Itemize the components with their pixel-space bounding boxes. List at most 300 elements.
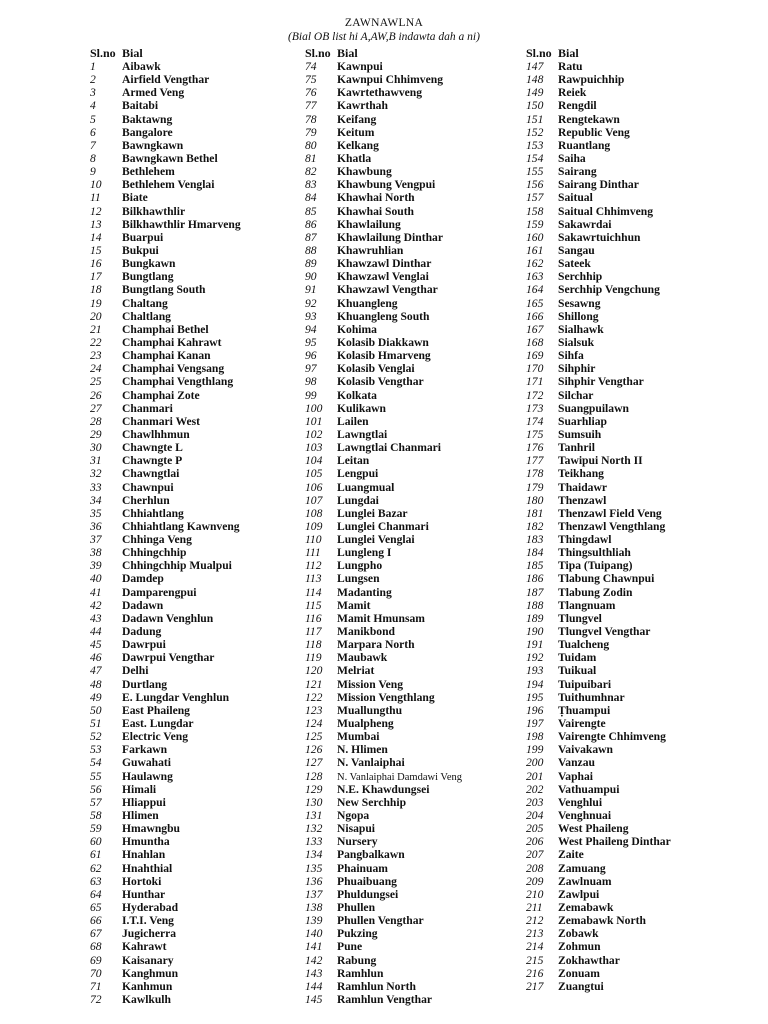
list-item xyxy=(305,546,535,559)
list-item xyxy=(526,664,756,677)
serial-number: 25 xyxy=(90,375,102,389)
list-item xyxy=(90,862,320,875)
location-name: Dawrpui xyxy=(122,638,166,652)
list-item xyxy=(526,835,756,848)
serial-number: 129 xyxy=(305,782,323,796)
list-item xyxy=(305,743,535,756)
serial-number: 217 xyxy=(526,979,544,993)
location-name: Marpara North xyxy=(337,638,415,652)
list-item xyxy=(90,927,320,940)
location-name: Kulikawn xyxy=(337,401,386,415)
list-item xyxy=(90,875,320,888)
location-name: Zonuam xyxy=(558,966,600,980)
list-item xyxy=(90,310,320,323)
location-name: Lungpho xyxy=(337,559,383,573)
serial-number: 145 xyxy=(305,992,323,1006)
list-item xyxy=(526,875,756,888)
location-name: I.T.I. Veng xyxy=(122,914,174,928)
location-name: Zemabawk North xyxy=(558,914,646,928)
list-item xyxy=(90,888,320,901)
list-item xyxy=(90,717,320,730)
serial-number: 196 xyxy=(526,703,544,717)
serial-number: 54 xyxy=(90,756,102,770)
list-item xyxy=(526,349,756,362)
location-name: Lengpui xyxy=(337,467,379,481)
serial-number: 203 xyxy=(526,795,544,809)
serial-number: 61 xyxy=(90,848,102,862)
list-item xyxy=(305,165,535,178)
location-name: Champhai Vengsang xyxy=(122,362,225,376)
location-name: Tualcheng xyxy=(558,638,610,652)
serial-number: 92 xyxy=(305,296,317,310)
serial-number: 180 xyxy=(526,493,544,507)
serial-number: 174 xyxy=(526,414,544,428)
list-item xyxy=(526,481,756,494)
list-item xyxy=(526,586,756,599)
document-title: ZAWNAWLNA xyxy=(344,17,424,29)
list-item xyxy=(526,441,756,454)
list-item xyxy=(305,415,535,428)
serial-number: 161 xyxy=(526,243,544,257)
serial-number: 211 xyxy=(526,901,543,914)
location-name: Vaivakawn xyxy=(558,743,613,757)
list-item xyxy=(305,954,535,967)
serial-number: 140 xyxy=(305,927,323,941)
serial-number: 197 xyxy=(526,717,544,731)
location-name: Rawpuichhip xyxy=(558,73,625,87)
serial-number: 2 xyxy=(90,73,96,87)
serial-number: 115 xyxy=(305,598,322,612)
location-name: Lunglei Chanmari xyxy=(337,519,429,533)
serial-number: 3 xyxy=(90,86,96,100)
location-name: Venghnuai xyxy=(558,809,612,823)
serial-number: 14 xyxy=(90,230,102,244)
list-item xyxy=(526,323,756,336)
list-item xyxy=(90,572,320,585)
list-item xyxy=(526,178,756,191)
serial-number: 164 xyxy=(526,283,544,297)
list-item xyxy=(90,914,320,927)
serial-number: 154 xyxy=(526,151,544,165)
serial-number: 205 xyxy=(526,822,544,836)
list-item xyxy=(526,283,756,296)
serial-number: 43 xyxy=(90,611,102,625)
list-item xyxy=(526,546,756,559)
location-name: Ramhlun xyxy=(337,966,384,980)
location-name: Thenzawl Vengthlang xyxy=(558,519,666,533)
location-name: Mamit xyxy=(337,598,371,612)
serial-number: 106 xyxy=(305,480,323,494)
serial-number: 40 xyxy=(90,572,102,586)
list-item xyxy=(90,743,320,756)
list-item xyxy=(526,612,756,625)
serial-number: 35 xyxy=(90,506,102,520)
location-name: East. Lungdar xyxy=(122,717,194,731)
location-name: Maubawk xyxy=(337,651,388,665)
location-name: Champhai Bethel xyxy=(122,322,209,336)
serial-number: 34 xyxy=(90,493,102,507)
serial-number: 141 xyxy=(305,940,323,954)
list-item xyxy=(90,99,320,112)
location-name: Khawhai North xyxy=(337,191,415,205)
list-item xyxy=(90,691,320,704)
list-item xyxy=(90,244,320,257)
list-item xyxy=(526,927,756,940)
list-column-2 xyxy=(305,46,535,1006)
serial-number: 212 xyxy=(526,914,544,928)
list-item xyxy=(90,336,320,349)
serial-number: 72 xyxy=(90,992,102,1006)
serial-number: 24 xyxy=(90,362,102,376)
list-item xyxy=(90,415,320,428)
list-item xyxy=(526,73,756,86)
location-name: Muallungthu xyxy=(337,703,403,717)
location-name: Jugicherra xyxy=(122,927,177,941)
serial-number: 194 xyxy=(526,677,544,691)
serial-number: 105 xyxy=(305,467,323,481)
serial-number: 171 xyxy=(526,375,544,389)
list-item xyxy=(526,980,756,993)
location-name: Silchar xyxy=(558,388,594,402)
list-item xyxy=(305,375,535,388)
location-name: Farkawn xyxy=(122,743,168,757)
serial-number: 48 xyxy=(90,677,102,691)
location-name: Chhingchhip Mualpui xyxy=(122,559,232,573)
list-item xyxy=(526,572,756,585)
location-name: Kolasib Hmarveng xyxy=(337,349,431,363)
list-item xyxy=(305,310,535,323)
list-item xyxy=(305,638,535,651)
list-item xyxy=(90,770,320,783)
serial-number: 13 xyxy=(90,217,102,231)
serial-number: 185 xyxy=(526,559,544,573)
serial-number: 149 xyxy=(526,86,544,100)
location-name: Sihphir Vengthar xyxy=(558,375,644,389)
location-name: Hnahlan xyxy=(122,848,166,862)
list-item xyxy=(90,651,320,664)
list-item xyxy=(526,743,756,756)
list-item xyxy=(526,756,756,769)
serial-number: 114 xyxy=(305,585,322,599)
location-name: Buarpui xyxy=(122,230,164,244)
location-name: N. Vanlaiphai Damdawi Veng xyxy=(337,771,463,783)
list-item xyxy=(90,257,320,270)
serial-number: 117 xyxy=(305,625,322,639)
list-item xyxy=(90,139,320,152)
list-item xyxy=(526,297,756,310)
location-name: Tlungvel xyxy=(558,611,602,625)
location-name: Chawlhhmun xyxy=(122,427,190,441)
column-header xyxy=(305,46,535,60)
list-item xyxy=(90,638,320,651)
serial-number: 184 xyxy=(526,546,544,560)
list-item xyxy=(90,954,320,967)
list-item xyxy=(526,954,756,967)
list-item xyxy=(305,86,535,99)
location-name: Airfield Vengthar xyxy=(122,73,210,87)
serial-number: 176 xyxy=(526,441,544,455)
location-name: Keitum xyxy=(337,125,375,139)
list-item xyxy=(90,165,320,178)
serial-number: 76 xyxy=(305,86,317,100)
list-item xyxy=(526,940,756,953)
location-name: Kahrawt xyxy=(122,940,167,954)
list-item xyxy=(526,86,756,99)
list-item xyxy=(526,678,756,691)
serial-number: 136 xyxy=(305,874,323,888)
location-name: Melriat xyxy=(337,664,375,678)
location-name: Vathuampui xyxy=(558,782,620,796)
list-item xyxy=(526,914,756,927)
serial-number: 12 xyxy=(90,204,102,218)
serial-number: 118 xyxy=(305,638,322,652)
location-name: Zaite xyxy=(558,848,584,862)
serial-number: 112 xyxy=(305,559,322,573)
serial-number: 53 xyxy=(90,743,102,757)
list-item xyxy=(305,730,535,743)
location-name: Hlimen xyxy=(122,809,159,823)
serial-number: 204 xyxy=(526,809,544,823)
list-item xyxy=(90,980,320,993)
serial-number: 66 xyxy=(90,914,102,928)
serial-number: 110 xyxy=(305,533,322,547)
list-item xyxy=(305,664,535,677)
list-item xyxy=(305,993,535,1006)
location-name: Bethlehem xyxy=(122,165,175,179)
serial-number: 113 xyxy=(305,572,322,586)
location-name: Chhiahtlang Kawnveng xyxy=(122,519,240,533)
serial-number: 179 xyxy=(526,480,544,494)
list-item xyxy=(90,349,320,362)
serial-number: 63 xyxy=(90,874,102,888)
location-name: Mission Veng xyxy=(337,677,404,691)
serial-number: 134 xyxy=(305,848,323,862)
serial-number: 126 xyxy=(305,743,323,757)
serial-number: 65 xyxy=(90,901,102,914)
list-item xyxy=(90,993,320,1006)
location-name: Sateek xyxy=(558,257,591,271)
location-name: Bungtlang xyxy=(122,270,174,284)
location-name: Serchhip xyxy=(558,270,603,284)
location-name: Saitual Chhimveng xyxy=(558,204,654,218)
serial-number: 215 xyxy=(526,953,544,967)
location-name: Chanmari West xyxy=(122,414,201,428)
list-item xyxy=(526,257,756,270)
location-name: Hmawngbu xyxy=(122,822,180,836)
serial-number: 96 xyxy=(305,349,317,363)
location-name: Kanhmun xyxy=(122,979,173,993)
location-name: Tipa (Tuipang) xyxy=(558,559,633,573)
location-name: New Serchhip xyxy=(337,795,407,809)
serial-number: 144 xyxy=(305,979,323,993)
location-name: Damdep xyxy=(122,572,164,586)
serial-number: 90 xyxy=(305,270,317,284)
serial-number: 163 xyxy=(526,270,544,284)
serial-number: 178 xyxy=(526,467,544,481)
serial-number: 59 xyxy=(90,822,102,836)
list-item xyxy=(305,625,535,638)
location-name: Zohmun xyxy=(558,940,601,954)
serial-number: 32 xyxy=(90,467,102,481)
column-rows xyxy=(526,60,756,993)
list-item xyxy=(305,389,535,402)
serial-number: 86 xyxy=(305,217,317,231)
location-name: Tlungvel Vengthar xyxy=(558,625,651,639)
location-name: Khawzawl Dinthar xyxy=(337,257,432,271)
location-name: Rengtekawn xyxy=(558,112,620,126)
serial-number: 157 xyxy=(526,191,544,205)
location-name: Sihfa xyxy=(558,349,584,363)
list-item xyxy=(526,822,756,835)
serial-number: 51 xyxy=(90,717,102,731)
location-name: Hortoki xyxy=(122,874,162,888)
serial-number: 98 xyxy=(305,375,317,389)
location-name: Haulawng xyxy=(122,769,173,783)
serial-number: 131 xyxy=(305,809,323,823)
serial-number: 84 xyxy=(305,191,317,205)
serial-number: 50 xyxy=(90,703,102,717)
location-name: Sialhawk xyxy=(558,322,604,336)
list-item xyxy=(526,60,756,73)
serial-number: 188 xyxy=(526,598,544,612)
list-item xyxy=(305,454,535,467)
location-name: Mumbai xyxy=(337,730,380,744)
location-name: Hnahthial xyxy=(122,861,173,875)
location-name: Kolasib Vengthar xyxy=(337,375,424,389)
location-name: Bungkawn xyxy=(122,257,176,271)
serial-number: 132 xyxy=(305,822,323,836)
serial-number: 29 xyxy=(90,427,102,441)
location-name: Venghlui xyxy=(558,795,603,809)
serial-number: 216 xyxy=(526,966,544,980)
list-item xyxy=(90,507,320,520)
list-item xyxy=(305,99,535,112)
list-item xyxy=(90,599,320,612)
serial-number: 58 xyxy=(90,809,102,823)
name-header: Bial xyxy=(558,46,579,60)
list-item xyxy=(90,441,320,454)
list-item xyxy=(305,494,535,507)
serial-number: 191 xyxy=(526,638,544,652)
serial-number: 52 xyxy=(90,730,102,744)
list-item xyxy=(90,967,320,980)
list-item xyxy=(526,533,756,546)
serial-number: 80 xyxy=(305,138,317,152)
serial-number: 208 xyxy=(526,861,544,875)
location-name: Madanting xyxy=(337,585,392,599)
serial-number: 4 xyxy=(90,99,96,113)
list-item xyxy=(526,428,756,441)
location-name: Mualpheng xyxy=(337,717,394,731)
location-name: Khawhai South xyxy=(337,204,415,218)
location-name: Dadung xyxy=(122,625,162,639)
serial-number: 139 xyxy=(305,914,323,928)
list-item xyxy=(90,494,320,507)
location-name: Chawngte P xyxy=(122,454,183,468)
list-item xyxy=(90,612,320,625)
location-name: Champhai Kanan xyxy=(122,349,211,363)
serial-number: 168 xyxy=(526,335,544,349)
location-name: Durtlang xyxy=(122,677,168,691)
serial-number: 16 xyxy=(90,257,102,271)
list-item xyxy=(305,428,535,441)
list-item xyxy=(90,283,320,296)
list-item xyxy=(90,901,320,914)
location-name: Phullen Vengthar xyxy=(337,914,424,928)
list-item xyxy=(305,178,535,191)
location-name: Sialsuk xyxy=(558,335,595,349)
serial-number: 11 xyxy=(90,191,101,205)
serial-number: 93 xyxy=(305,309,317,323)
column-rows xyxy=(90,60,320,1006)
serial-number: 69 xyxy=(90,953,102,967)
list-item xyxy=(90,297,320,310)
serial-number: 137 xyxy=(305,887,323,901)
list-item xyxy=(90,481,320,494)
serial-number: 130 xyxy=(305,795,323,809)
serial-number: 123 xyxy=(305,703,323,717)
serial-number: 151 xyxy=(526,112,544,126)
list-item xyxy=(90,428,320,441)
location-name: Serchhip Vengchung xyxy=(558,283,660,297)
list-item xyxy=(526,375,756,388)
location-name: Thenzawl Field Veng xyxy=(558,506,662,520)
location-name: Guwahati xyxy=(122,756,171,770)
serial-number: 116 xyxy=(305,611,322,625)
list-item xyxy=(305,678,535,691)
list-item xyxy=(90,835,320,848)
location-name: Baktawng xyxy=(122,112,173,126)
list-item xyxy=(305,362,535,375)
serial-number: 68 xyxy=(90,940,102,954)
list-item xyxy=(90,86,320,99)
serial-number: 5 xyxy=(90,112,96,126)
serial-number: 39 xyxy=(90,559,102,573)
location-name: Lawngtlai Chanmari xyxy=(337,441,442,455)
location-name: Zobawk xyxy=(558,927,599,941)
list-item xyxy=(305,888,535,901)
column-header xyxy=(90,46,320,60)
location-name: Saiha xyxy=(558,151,586,165)
serial-number: 49 xyxy=(90,690,102,704)
serial-number: 143 xyxy=(305,966,323,980)
document-subtitle: (Bial OB list hi A,AW,B indawta dah a ni) xyxy=(288,31,480,43)
list-item xyxy=(305,323,535,336)
serial-number: 7 xyxy=(90,138,96,152)
list-item xyxy=(90,822,320,835)
serial-number: 9 xyxy=(90,165,96,179)
list-item xyxy=(90,270,320,283)
list-item xyxy=(305,336,535,349)
serial-number: 124 xyxy=(305,717,323,731)
location-name: Khuangleng xyxy=(337,296,398,310)
serial-number: 44 xyxy=(90,625,102,639)
location-name: Hunthar xyxy=(122,887,166,901)
location-name: Zemabawk xyxy=(558,901,614,914)
serial-number: 135 xyxy=(305,861,323,875)
location-name: Thingdawl xyxy=(558,533,612,547)
list-item xyxy=(90,454,320,467)
location-name: Khawzawl Venglai xyxy=(337,270,429,284)
location-name: Chhingchhip xyxy=(122,546,187,560)
serial-number: 107 xyxy=(305,493,323,507)
location-name: West Phaileng Dinthar xyxy=(558,835,671,849)
list-item xyxy=(305,783,535,796)
list-item xyxy=(526,809,756,822)
list-item xyxy=(526,507,756,520)
serial-number: 33 xyxy=(90,480,102,494)
list-item xyxy=(90,730,320,743)
